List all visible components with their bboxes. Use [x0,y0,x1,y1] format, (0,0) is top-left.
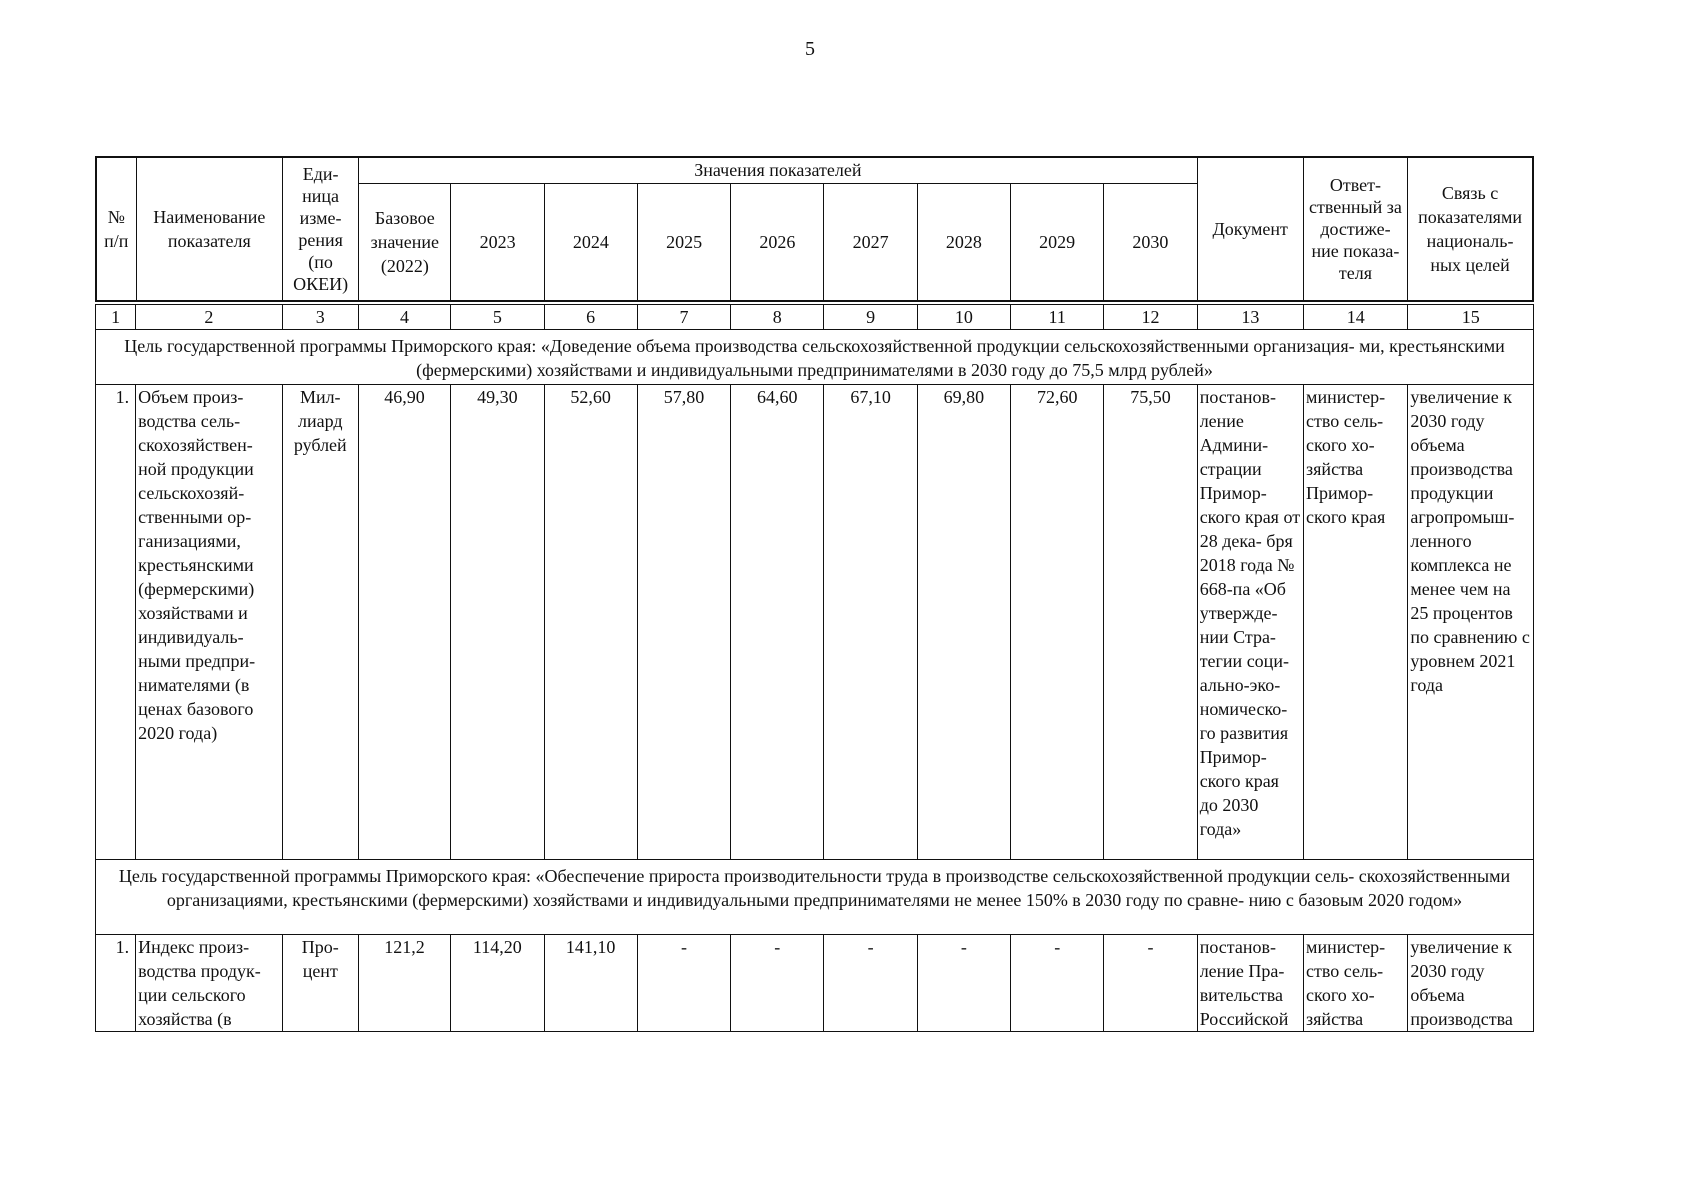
indicator-document [1197,935,1303,1032]
indicator-document: постанов- ление Админи- страции Примор- ского края от 28 дека- бря 2018 года № 668-па «Об утвержде- нии Стра- тегии соци- ально-эко- номическо- го развития Примор- ского края до 2030 года» [1197,385,1303,860]
value-2027: - [824,935,917,1032]
column-number: 6 [544,305,637,330]
indicator-responsible [1304,935,1408,1032]
value-2028: 69,80 [917,385,1010,860]
header-num: № п/п [96,157,136,301]
column-number: 10 [917,305,1010,330]
value-2029: - [1011,935,1104,1032]
value-2025: - [637,935,730,1032]
column-number: 12 [1104,305,1197,330]
value-2030: 75,50 [1104,385,1197,860]
indicator-row-1 [96,385,1534,860]
indicator-document-text: постанов- ление Пра- вительства Российской [1199,937,1289,1029]
indicator-unit: Мил- лиард рублей [282,385,358,860]
header-year: 2028 [917,183,1010,301]
column-number: 8 [731,305,824,330]
value-2023: 114,20 [451,935,544,1032]
header-unit: Еди- ница изме- рения (по ОКЕИ) [283,157,359,301]
indicator-responsible: министер- ство сель- ского хо- зяйства Примор- ского края [1304,385,1408,860]
goal-statement-1: Цель государственной программы Приморского края: «Доведение объема производства сельскохозяйственной продукции сельскохозяйственными организация- ми, крестьянскими (фермерскими) хозяйствами и индивидуальными предпринимателями в 2030 году до 75,5 млрд рублей» [96,330,1534,385]
indicator-unit-text: Про- цент [301,937,339,981]
header-year: 2027 [824,183,917,301]
value-2029: 72,60 [1011,385,1104,860]
header-year: 2023 [451,183,544,301]
table-header [95,156,1534,302]
column-number: 13 [1197,305,1303,330]
header-name: Наименование показателя [136,157,282,301]
header-responsible: Ответ- ственный за достиже- ние показа- теля [1303,157,1407,301]
value-base: 46,90 [358,385,450,860]
value-2024: 52,60 [544,385,637,860]
indicator-name: Объем произ- водства сель- скохозяйствен- ной продукции сельскохозяй- ственными ор- ганизациями, крестьянскими (фермерскими) хозяйствами и индивидуаль- ными предпри- нимателями (в ценах базового 2020 года) [136,385,283,860]
value-2023: 49,30 [451,385,544,860]
page-number: 5 [805,38,815,60]
indicator-link-text: увеличение к 2030 году объема производства [1410,937,1513,1029]
header-link: Связь с показателями националь- ных целей [1408,157,1533,301]
value-2025: 57,80 [637,385,730,860]
value-base: 121,2 [358,935,450,1032]
row-number [96,935,136,1032]
header-document: Документ [1197,157,1303,301]
column-number-row [96,305,1534,330]
header-values-group: Значения показателей [359,157,1197,183]
column-number: 2 [136,305,283,330]
column-number: 3 [282,305,358,330]
indicator-name-text: Индекс произ- водства продук- ции сельского хозяйства (в [138,937,261,1029]
column-number: 4 [358,305,450,330]
indicator-row-2 [96,935,1534,1032]
header-year: 2030 [1104,183,1197,301]
value-2030: - [1104,935,1197,1032]
header-base: Базовое значение (2022) [359,183,451,301]
column-number: 7 [637,305,730,330]
indicator-unit [282,935,358,1032]
header-year: 2026 [731,183,824,301]
indicator-national-goal-link [1408,935,1534,1032]
indicator-national-goal-link: увеличение к 2030 году объема производства продукции агропромыш- ленного комплекса не менее чем на 25 процентов по сравнению с уровнем 2021 года [1408,385,1534,860]
column-number: 5 [451,305,544,330]
header-year: 2025 [637,183,730,301]
table-body [95,304,1534,1032]
header-year: 2024 [544,183,637,301]
value-2024: 141,10 [544,935,637,1032]
column-number: 9 [824,305,917,330]
value-2028: - [917,935,1010,1032]
column-number: 15 [1408,305,1534,330]
value-2026: 64,60 [731,385,824,860]
goal-statement-2: Цель государственной программы Приморского края: «Обеспечение прироста производительности труда в производстве сельскохозяйственной продукции сель- скохозяйственными организациями, крестьянскими (фермерскими) хозяйствами и индивидуальными предпринимателями не менее 150% в 2030 году по сравне- нию с базовым 2020 годом» [96,860,1534,935]
row-number: 1. [96,385,136,860]
column-number: 1 [96,305,136,330]
header-year: 2029 [1010,183,1103,301]
value-2027: 67,10 [824,385,917,860]
column-number: 14 [1304,305,1408,330]
row-number-text: 1. [115,937,130,957]
column-number: 11 [1011,305,1104,330]
indicator-responsible-text: министер- ство сель- ского хо- зяйства [1306,937,1386,1029]
value-2026: - [731,935,824,1032]
indicator-name [136,935,283,1032]
